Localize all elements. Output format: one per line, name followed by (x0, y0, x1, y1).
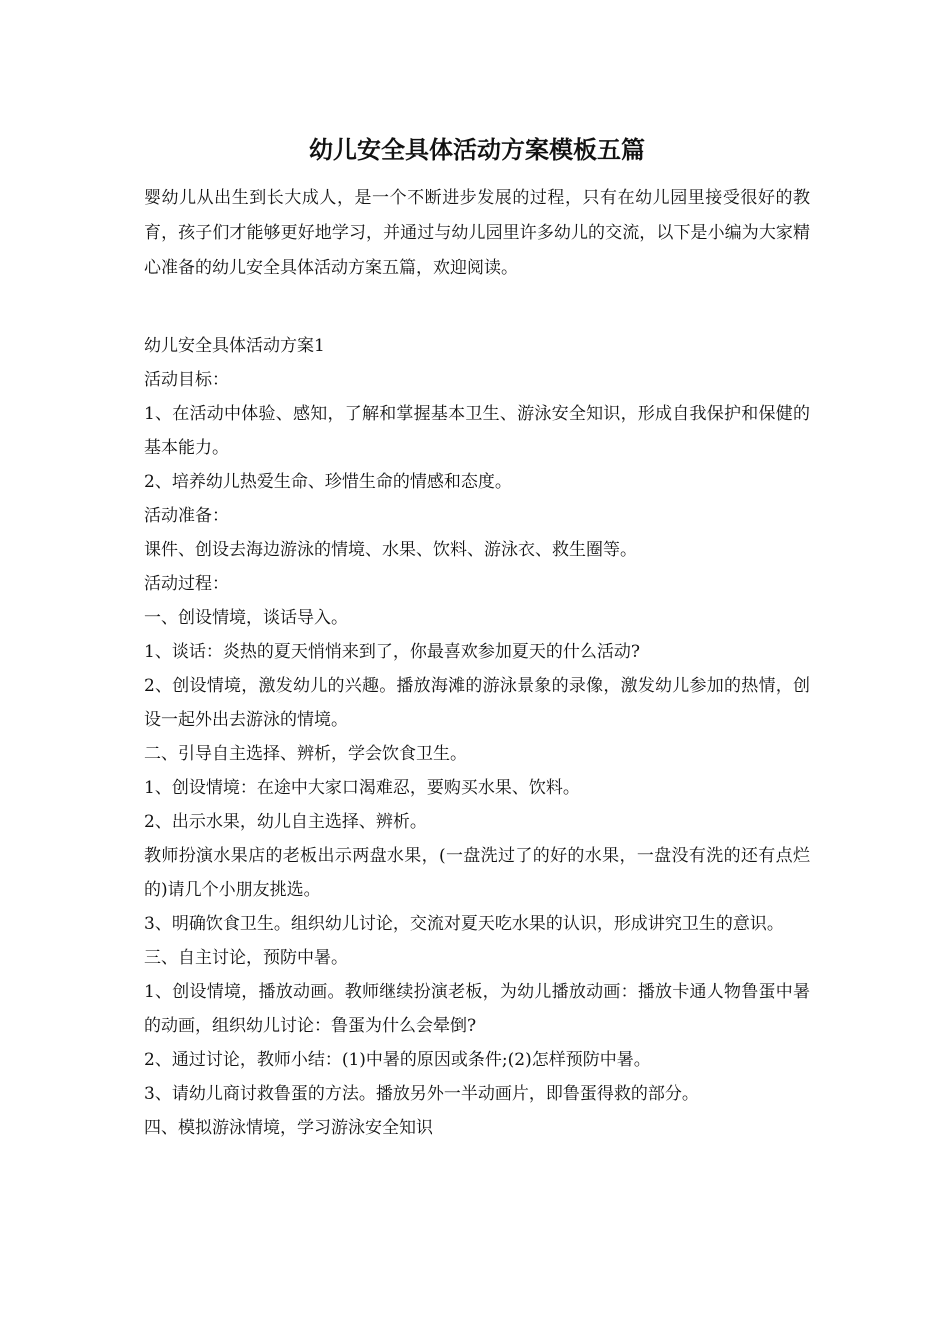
paragraph: 2、通过讨论，教师小结：(1)中暑的原因或条件;(2)怎样预防中暑。 (144, 1050, 651, 1070)
intro-paragraph: 婴幼儿从出生到长大成人，是一个不断进步发展的过程，只有在幼儿园里接受很好的教育，孩子们才能够更好地学习，并通过与幼儿园里许多幼儿的交流，以下是小编为大家精心准备的幼儿安全具体活动方案五篇，欢迎阅读。 (144, 188, 810, 278)
paragraph: 活动目标： (144, 370, 229, 390)
paragraph: 2、创设情境，激发幼儿的兴趣。播放海滩的游泳景象的录像，激发幼儿参加的热情，创设一起外出去游泳的情境。 (144, 676, 810, 730)
paragraph: 1、创设情境：在途中大家口渴难忍，要购买水果、饮料。 (144, 778, 580, 798)
paragraph: 四、模拟游泳情境，学习游泳安全知识 (144, 1118, 433, 1138)
paragraph: 一、创设情境，谈话导入。 (144, 608, 348, 628)
paragraph: 2、出示水果，幼儿自主选择、辨析。 (144, 812, 427, 832)
paragraph: 1、谈话：炎热的夏天悄悄来到了，你最喜欢参加夏天的什么活动? (144, 642, 640, 662)
paragraph: 3、请幼儿商讨救鲁蛋的方法。播放另外一半动画片，即鲁蛋得救的部分。 (144, 1084, 699, 1104)
document-title: 幼儿安全具体活动方案模板五篇 (309, 135, 645, 164)
paragraph: 3、明确饮食卫生。组织幼儿讨论，交流对夏天吃水果的认识，形成讲究卫生的意识。 (144, 914, 784, 934)
paragraph: 教师扮演水果店的老板出示两盘水果，(一盘洗过了的好的水果，一盘没有洗的还有点烂的)请几个小朋友挑选。 (144, 846, 810, 900)
paragraph: 二、引导自主选择、辨析，学会饮食卫生。 (144, 744, 467, 764)
paragraph: 三、自主讨论，预防中暑。 (144, 948, 348, 968)
document-body (144, 329, 810, 1145)
paragraph: 2、培养幼儿热爱生命、珍惜生命的情感和态度。 (144, 472, 512, 492)
section-heading: 幼儿安全具体活动方案1 (144, 336, 325, 356)
paragraph: 1、创设情境，播放动画。教师继续扮演老板，为幼儿播放动画：播放卡通人物鲁蛋中暑的动画，组织幼儿讨论：鲁蛋为什么会晕倒? (144, 982, 810, 1036)
paragraph: 活动准备： (144, 506, 229, 526)
paragraph: 活动过程： (144, 574, 229, 594)
paragraph: 1、在活动中体验、感知，了解和掌握基本卫生、游泳安全知识，形成自我保护和保健的基本能力。 (144, 404, 810, 458)
paragraph: 课件、创设去海边游泳的情境、水果、饮料、游泳衣、救生圈等。 (144, 540, 637, 560)
